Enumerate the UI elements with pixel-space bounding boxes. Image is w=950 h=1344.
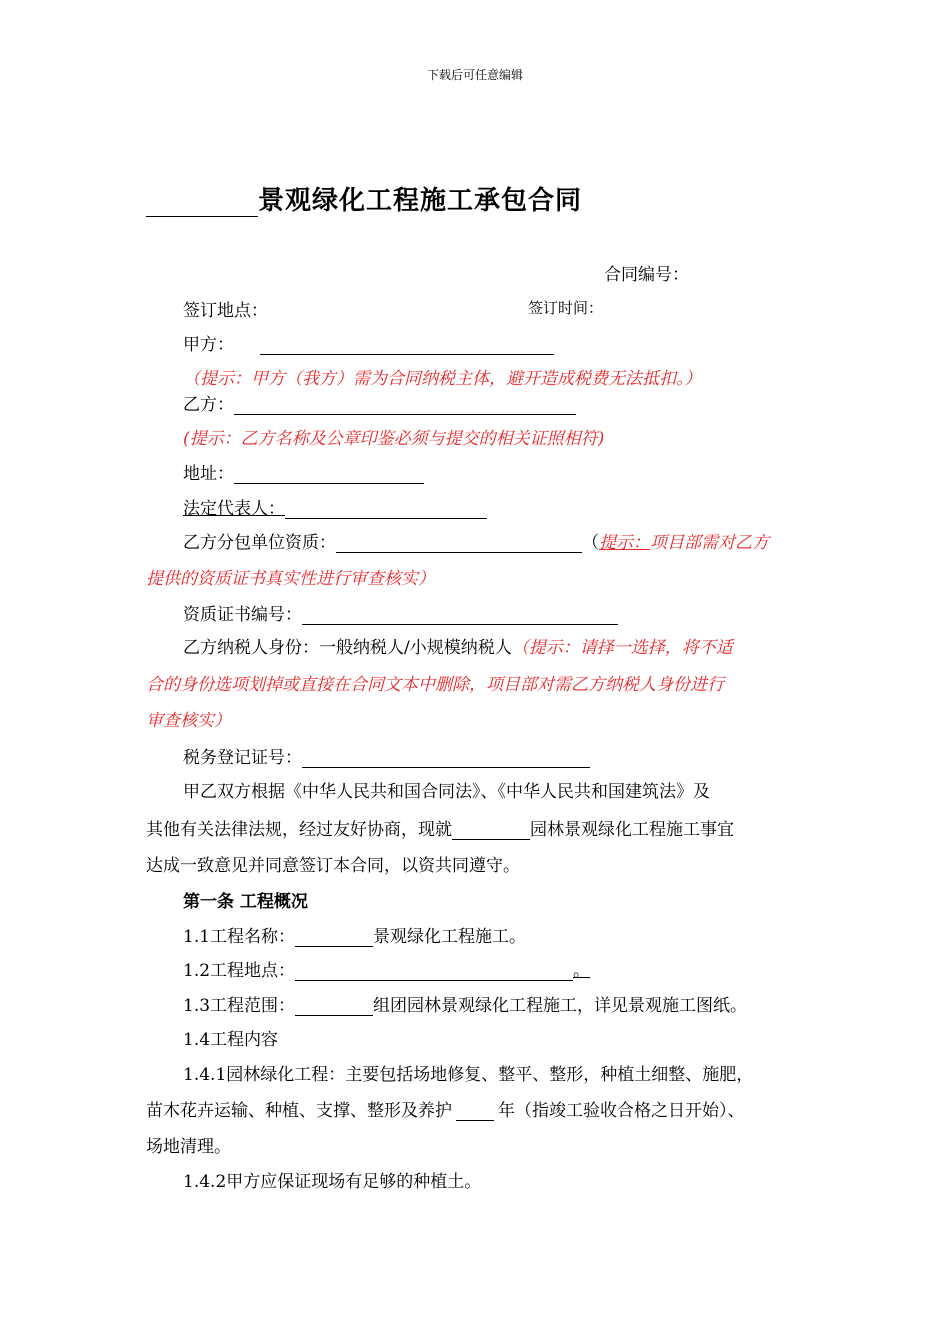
cert-no-blank [302,606,618,625]
item-1-4-1-b2: 年（指竣工验收合格之日开始）、 [498,1101,745,1121]
tip-qual-rest: 项目部需对乙方 [650,533,769,553]
address-label: 地址： [183,464,234,484]
party-a-blank [260,336,554,355]
maintenance-years-blank [456,1102,494,1121]
intro-2b: 园林景观绿化工程施工事宜 [530,820,734,840]
tip-tax-1: （提示：请择一选择，将不适 [511,638,733,658]
tip-qual-paren: （ [582,533,599,553]
cert-no-label: 资质证书编号： [183,605,302,625]
intro-line-1: 甲乙双方根据《中华人民共和国合同法》、《中华人民共和国建筑法》及 [183,782,710,802]
item-1-4-1-line1: 1.4.1园林绿化工程：主要包括场地修复、整平、整形，种植土细整、施肥， [183,1065,754,1085]
party-b-row [183,390,576,415]
address-blank [234,465,424,484]
legal-rep-row [183,494,487,519]
party-b-label: 乙方： [183,395,234,415]
cert-no-row [183,600,618,625]
sign-place-label: 签订地点： [183,301,268,321]
tip-tax-3: 审查核实） [146,711,231,731]
tip-party-a: （提示：甲方（我方）需为合同纳税主体，避开造成税费无法抵扣。） [183,369,702,389]
qualification-label: 乙方分包单位资质： [183,533,336,553]
qualification-row [183,528,769,553]
party-a-row [183,330,554,355]
intro-2a: 其他有关法律法规，经过友好协商，现就 [146,820,452,840]
item-1-4: 1.4工程内容 [183,1030,279,1050]
party-a-label: 甲方： [183,335,234,355]
tax-reg-blank [302,749,590,768]
item-1-1-text: 景观绿化工程施工。 [373,927,527,947]
tip-tax-2: 合的身份选项划掉或直接在合同文本中删除，项目部对需乙方纳税人身份进行 [146,675,724,695]
legal-rep-blank [285,500,487,519]
intro-line-2 [146,815,734,840]
contract-no-label: 合同编号： [604,265,689,285]
item-1-4-2: 1.4.2甲方应保证现场有足够的种植土。 [183,1172,482,1192]
item-1-2-label: 1.2工程地点： [183,961,296,981]
page-title [146,180,582,217]
blank-line [146,188,258,217]
item-1-1 [183,922,526,947]
item-1-2 [183,956,590,981]
sign-time-label: 签订时间： [528,299,604,317]
tip-qual-link: 提示： [599,533,650,553]
item-1-4-1-b1: 苗木花卉运输、种植、支撑、整形及养护 [146,1101,452,1121]
item-1-3-label: 1.3工程范围： [183,996,296,1016]
taxpayer-label: 乙方纳税人身份：一般纳税人/小规模纳税人 [183,638,512,658]
taxpayer-row [183,633,733,658]
intro-line-3: 达成一致意见并同意签订本合同，以资共同遵守。 [146,856,520,876]
legal-rep-label: 法定代表人： [183,499,285,519]
title-text: 景观绿化工程施工承包合同 [258,186,583,216]
item-1-2-blank [295,962,573,981]
tip-party-b: (提示：乙方名称及公章印鉴必须与提交的相关证照相符) [183,429,605,449]
tax-reg-label: 税务登记证号： [183,748,302,768]
item-1-3-blank [295,997,373,1016]
item-1-3 [183,991,747,1016]
address-row [183,459,424,484]
header-note: 下载后可任意编辑 [426,68,523,82]
item-1-4-1-line3: 场地清理。 [146,1137,231,1157]
party-b-blank [234,396,576,415]
intro-blank [452,821,530,840]
item-1-3-text: 组团园林景观绿化工程施工，详见景观施工图纸。 [373,996,748,1016]
tax-reg-row [183,743,590,768]
article-1-heading: 第一条 工程概况 [183,892,308,912]
tip-qual-line2: 提供的资质证书真实性进行审查核实） [146,569,435,589]
item-1-4-1-line2 [146,1096,745,1121]
item-1-2-end: 。 [573,961,591,981]
qualification-blank [336,534,582,553]
item-1-1-label: 1.1工程名称： [183,927,296,947]
item-1-1-blank [295,928,373,947]
